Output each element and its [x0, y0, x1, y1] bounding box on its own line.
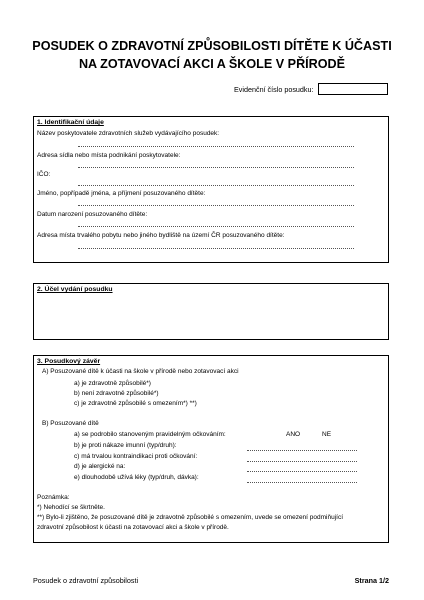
note-limitation-line-1: **) Bylo-li zjištěno, že posuzované dítě je zdravotně způsobilé s omezením, uvede se omezení podmiňující — [37, 514, 344, 521]
evidence-number-field[interactable] — [318, 83, 388, 95]
option-a-fit[interactable]: a) je zdravotně způsobilé*) — [74, 380, 151, 387]
vaccination-label: a) se podrobilo stanoveným pravidelným očkováním: — [74, 431, 226, 438]
section-conclusion — [33, 355, 389, 543]
medication-field[interactable] — [247, 482, 357, 483]
medication-label: e) dlouhodobě užívá léky (typ/druh, dávka): — [74, 474, 199, 481]
provider-name-label: Název poskytovatele zdravotních služeb vydávajícího posudek: — [37, 130, 220, 137]
residence-address-label: Adresa místa trvalého pobytu nebo jiného bydliště na území ČR posuzovaného dítěte: — [37, 232, 285, 239]
note-strike-through: *) Nehodící se škrtněte. — [37, 504, 105, 511]
note-limitation-line-2: zdravotní způsobilost k účasti na zotavovací akci a škole v přírodě. — [37, 524, 229, 531]
option-b-not-fit[interactable]: b) není zdravotně způsobilé*) — [74, 390, 159, 397]
section-purpose — [33, 283, 389, 340]
form-title-line-2: NA ZOTAVOVACÍ AKCI A ŠKOLE V PŘÍRODĚ — [78, 57, 346, 71]
provider-name-field[interactable] — [78, 146, 354, 147]
section-3-title: 3. Posudkový závěr — [37, 358, 101, 365]
ico-label: IČO: — [37, 171, 51, 178]
child-name-field[interactable] — [78, 205, 354, 206]
evidence-number-label: Evidenční číslo posudku: — [234, 85, 314, 94]
footer-page-number: Strana 1/2 — [354, 576, 389, 585]
part-b-heading: B) Posuzované dítě — [42, 420, 99, 427]
vaccination-yes-option[interactable]: ANO — [286, 431, 301, 438]
vaccination-no-option[interactable]: NE — [322, 431, 332, 438]
form-title-line-1: POSUDEK O ZDRAVOTNÍ ZPŮSOBILOSTI DÍTĚTE K ÚČASTI — [32, 39, 392, 53]
immunity-field[interactable] — [247, 450, 357, 451]
contraindication-label: c) má trvalou kontraindikaci proti očkování: — [74, 453, 198, 460]
section-identification — [33, 116, 389, 263]
residence-address-field[interactable] — [78, 248, 354, 249]
ico-field[interactable] — [78, 185, 354, 186]
part-a-heading: A) Posuzované dítě k účasti na škole v přírodě nebo zotavovací akci — [42, 368, 239, 375]
notes-heading: Poznámka: — [37, 494, 70, 501]
immunity-label: b) je proti nákaze imunní (typ/druh): — [74, 442, 177, 449]
footer-document-name: Posudek o zdravotní způsobilosti — [33, 576, 139, 585]
birth-date-label: Datum narození posuzovaného dítěte: — [37, 211, 148, 218]
allergy-field[interactable] — [247, 471, 357, 472]
option-c-fit-with-limits[interactable]: c) je zdravotně způsobilé s omezením*) **) — [74, 400, 197, 407]
section-2-title: 2. Účel vydání posudku — [37, 286, 113, 293]
birth-date-field[interactable] — [78, 226, 354, 227]
provider-address-label: Adresa sídla nebo místa podnikání poskytovatele: — [37, 152, 181, 159]
section-1-title: 1. Identifikační údaje — [37, 119, 104, 126]
contraindication-field[interactable] — [247, 461, 357, 462]
child-name-label: Jméno, popřípadě jména, a příjmení posuzovaného dítěte: — [37, 190, 206, 197]
allergy-label: d) je alergické na: — [74, 463, 126, 470]
provider-address-field[interactable] — [78, 167, 354, 168]
